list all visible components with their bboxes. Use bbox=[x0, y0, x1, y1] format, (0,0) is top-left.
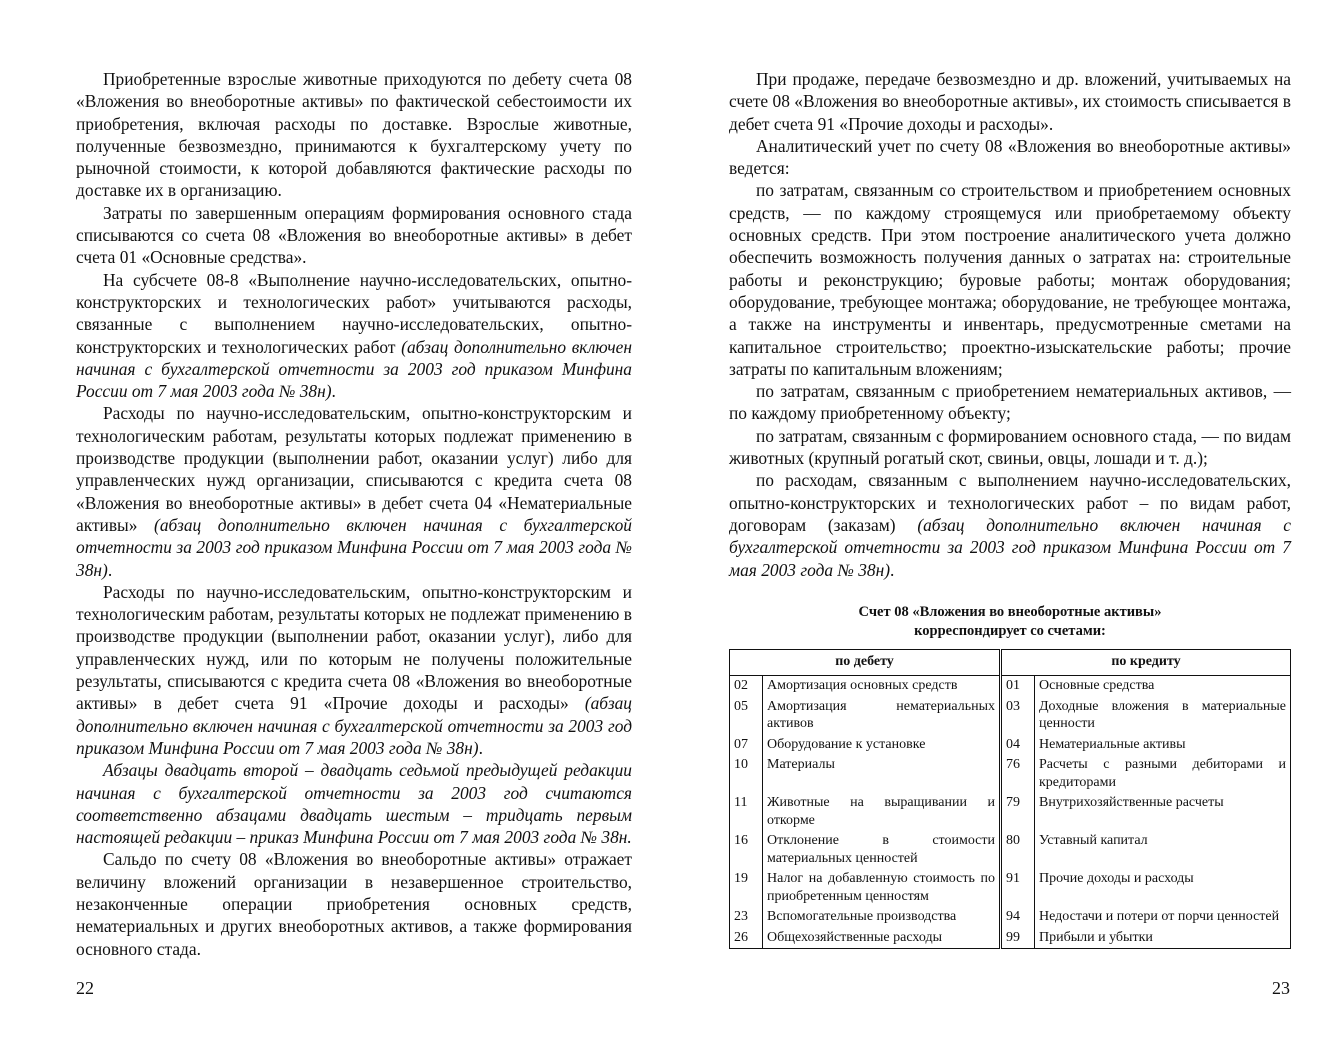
paragraph-tail: . bbox=[107, 559, 113, 580]
credit-account-name: Недостачи и потери от порчи ценностей bbox=[1035, 907, 1291, 928]
table-row bbox=[730, 907, 1291, 928]
debit-code: 23 bbox=[734, 909, 748, 925]
paragraph bbox=[76, 581, 632, 759]
paragraph-text: Сальдо по счету 08 «Вложения во внеоборотные активы» отражает величину вложений организации в незавершенное строительство, незаконченные операции приобретения основных средств, нематериальных и других внеоборотных активов, а также формирования основного стада. bbox=[76, 849, 632, 959]
table-row bbox=[730, 735, 1291, 756]
amendment-note: (абзац дополнительно включен начиная с бухгалтерской отчетности за 2003 год приказом Минфина России от 7 мая 2003 года № 38н) bbox=[76, 693, 632, 758]
paragraph-tail: . bbox=[890, 559, 895, 580]
paragraph-tail: . bbox=[478, 737, 483, 758]
paragraph-text: Расходы по научно-исследовательским, опытно-конструкторским и технологическим работам, результаты которых подлежат применению в производстве продукции (выполнении работ, оказании услуг) либо для управленческих нужд организации, списываются с кредита счета 08 «Вложения во внеоборотные активы» в дебет счета 04 «Нематериальные активы» bbox=[76, 403, 632, 535]
table-row bbox=[730, 697, 1291, 735]
credit-code: 01 bbox=[1001, 676, 1035, 697]
paragraph-text: На субсчете 08-8 «Выполнение научно-исследовательских, опытно-конструкторских и технологических работ» учитываются расходы, связанные с выполнением научно-исследовательских, опытно-конструкторских и технологических работ bbox=[76, 269, 632, 357]
paragraph-text: Приобретенные взрослые животные приходуются по дебету счета 08 «Вложения во внеоборотные активы» по фактической себестоимости их приобретения, включая расходы по доставке. Взрослые животные, полученные безвозмездно, принимаются к бухгалтерскому учету по рыночной стоимости, к которой добавляются фактические расходы по доставке их в организацию. bbox=[76, 69, 632, 201]
credit-code: 04 bbox=[1001, 735, 1035, 756]
table-row bbox=[730, 676, 1291, 697]
table-row bbox=[730, 928, 1291, 949]
amendment-note: Абзацы двадцать второй – двадцать седьмой предыдущей редакции начиная с бухгалтерской отчетности за 2003 год считаются соответственно абзацами двадцать шестым – тридцать первым настоящей редакции – приказ Минфина России от 7 мая 2003 года № 38н. bbox=[76, 760, 632, 848]
credit-account-name: Доходные вложения в материальные ценности bbox=[1035, 697, 1291, 735]
correspondence-table bbox=[729, 649, 1291, 950]
debit-code: 02 bbox=[734, 678, 748, 694]
paragraph bbox=[76, 68, 632, 202]
amendment-note: (абзац дополнительно включен начиная с бухгалтерской отчетности за 2003 год приказом Минфина России от 7 мая 2003 года № 38н) bbox=[729, 514, 1291, 580]
debit-code: 16 bbox=[734, 833, 748, 849]
debit-code: 10 bbox=[734, 757, 748, 773]
credit-code: 91 bbox=[1001, 869, 1035, 907]
paragraph bbox=[729, 135, 1291, 180]
debit-account-name: Общехозяйственные расходы bbox=[763, 928, 1001, 949]
table-row bbox=[730, 755, 1291, 793]
paragraph bbox=[76, 202, 632, 269]
table-row bbox=[730, 831, 1291, 869]
credit-code: 99 bbox=[1001, 928, 1035, 949]
paragraph bbox=[729, 425, 1291, 470]
table-title-line-1: Счет 08 «Вложения во внеоборотные активы» bbox=[858, 603, 1162, 620]
credit-account-name: Расчеты с разными дебиторами и кредиторами bbox=[1035, 755, 1291, 793]
debit-account-name: Оборудование к установке bbox=[763, 735, 1001, 756]
amendment-note: (абзац дополнительно включен начиная с бухгалтерской отчетности за 2003 год приказом Минфина России от 7 мая 2003 года № 38н) bbox=[76, 336, 633, 402]
debit-account-name: Материалы bbox=[763, 755, 1001, 793]
credit-account-name: Прибыли и убытки bbox=[1035, 928, 1291, 949]
left-page-text bbox=[76, 68, 632, 960]
paragraph-text: по затратам, связанным со строительством и приобретением основных средств, — по каждому строящемуся или приобретаемому объекту основных средств. При этом построение аналитического учета должно обеспечить возможность получения данных о затратах на: строительные работы и реконструкцию; буровые работы; монтаж оборудования; оборудование, требующее монтажа; оборудование, не требующее монтажа, а также на инструменты и инвентарь, предусмотренные сметами на капитальное строительство; проектно-изыскательские работы; прочие затраты по капитальным вложениям; bbox=[729, 180, 1291, 379]
debit-account-name: Отклонение в стоимости материальных ценностей bbox=[763, 831, 1001, 869]
paragraph bbox=[76, 848, 632, 959]
credit-account-name: Нематериальные активы bbox=[1035, 735, 1291, 756]
paragraph bbox=[76, 269, 632, 403]
debit-code: 26 bbox=[734, 929, 748, 945]
paragraph-text: по затратам, связанным с приобретением нематериальных активов, — по каждому приобретенному объекту; bbox=[729, 381, 1291, 424]
amendment-note: (абзац дополнительно включен начиная с бухгалтерской отчетности за 2003 год приказом Минфина России от 7 мая 2003 года № 38н) bbox=[76, 514, 632, 580]
debit-code: 05 bbox=[734, 698, 748, 714]
credit-code: 76 bbox=[1001, 755, 1035, 793]
left-page-number: 22 bbox=[76, 978, 94, 998]
paragraph bbox=[76, 759, 632, 848]
credit-account-name: Внутрихозяйственные расчеты bbox=[1035, 793, 1291, 831]
paragraph bbox=[729, 469, 1291, 580]
paragraph bbox=[729, 380, 1291, 425]
right-page-text bbox=[729, 68, 1291, 949]
debit-account-name: Амортизация основных средств bbox=[763, 676, 1001, 697]
credit-code: 94 bbox=[1001, 907, 1035, 928]
paragraph-text: Затраты по завершенным операциям формирования основного стада списываются со счета 08 «Вложения во внеоборотные активы» в дебет счета 01 «Основные средства». bbox=[76, 202, 632, 268]
paragraph bbox=[729, 68, 1291, 135]
debit-header: по дебету bbox=[730, 649, 1001, 676]
right-page-number: 23 bbox=[1272, 978, 1290, 998]
paragraph-text: При продаже, передаче безвозмездно и др. вложений, учитываемых на счете 08 «Вложения во внеоборотные активы», их стоимость списывается в дебет счета 91 «Прочие доходы и расходы». bbox=[729, 69, 1291, 134]
paragraph bbox=[729, 179, 1291, 380]
credit-code: 03 bbox=[1001, 697, 1035, 735]
debit-code: 19 bbox=[734, 871, 748, 887]
paragraph-text: по затратам, связанным с формированием основного стада, — по видам животных (крупный рогатый скот, свиньи, овцы, лошади и т. д.); bbox=[729, 425, 1291, 469]
table-header-row bbox=[730, 649, 1291, 676]
paragraph-text: Аналитический учет по счету 08 «Вложения во внеоборотные активы» ведется: bbox=[729, 135, 1291, 179]
debit-account-name: Животные на выращивании и откорме bbox=[763, 793, 1001, 831]
debit-code: 07 bbox=[734, 736, 748, 752]
credit-code: 79 bbox=[1001, 793, 1035, 831]
paragraph-text: Расходы по научно-исследовательским, опытно-конструкторским и технологическим работам, результаты которых не подлежат применению в производстве продукции (выполнении работ, оказании услуг), либо для управленческих нужд, или по которым не получены положительные результаты, списываются с кредита счета 08 «Вложения во внеоборотные активы» в дебет счета 91 «Прочие доходы и расходы» bbox=[76, 581, 632, 714]
debit-account-name: Амортизация нематериальных активов bbox=[763, 697, 1001, 735]
table-title bbox=[729, 603, 1291, 641]
debit-account-name: Вспомогательные производства bbox=[763, 907, 1001, 928]
paragraph bbox=[76, 402, 632, 580]
credit-account-name: Основные средства bbox=[1035, 676, 1291, 697]
credit-account-name: Уставный капитал bbox=[1035, 831, 1291, 869]
table-row bbox=[730, 869, 1291, 907]
credit-account-name: Прочие доходы и расходы bbox=[1035, 869, 1291, 907]
paragraph-tail: . bbox=[331, 381, 336, 402]
table-row bbox=[730, 793, 1291, 831]
credit-header: по кредиту bbox=[1001, 649, 1291, 676]
credit-code: 80 bbox=[1001, 831, 1035, 869]
debit-account-name: Налог на добавленную стоимость по приобретенным ценностям bbox=[763, 869, 1001, 907]
debit-code: 11 bbox=[734, 795, 748, 811]
table-title-line-2: корреспондирует со счетами: bbox=[914, 622, 1106, 639]
paragraph-text: по расходам, связанным с выполнением научно-исследовательских, опытно-конструкторских и технологических работ – по видам работ, договорам (заказам) bbox=[729, 470, 1291, 535]
